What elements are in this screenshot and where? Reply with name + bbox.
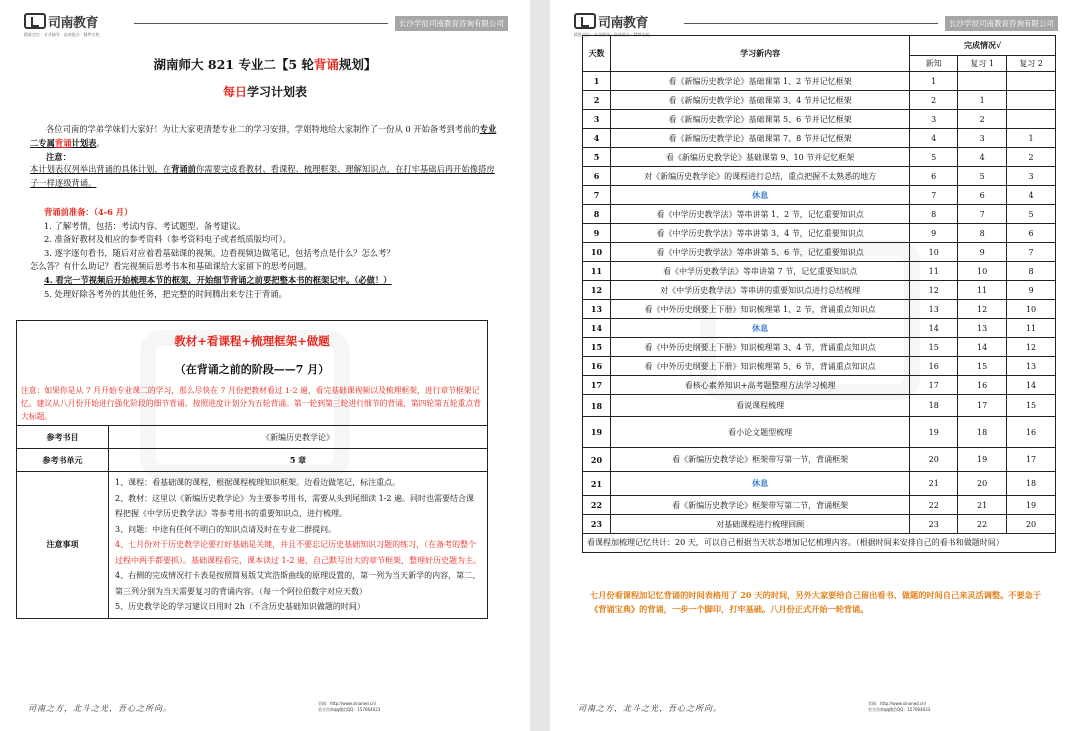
row-review2	[1007, 91, 1056, 110]
row-day: 23	[583, 515, 611, 534]
row-review1: 19	[958, 448, 1007, 472]
row-review1: 2	[958, 110, 1007, 129]
row-new: 3	[910, 110, 958, 129]
stage-subtitle: （在背诵之前的阶段——7 月）	[174, 363, 330, 376]
logo-tagline: 精准定位 · 专业辅导 · 高效提分 · 圆梦名校	[24, 32, 100, 37]
row-new: 14	[910, 319, 958, 338]
row-content: 看《新编历史教学论》基础课第 7、8 节并记忆框架	[610, 129, 909, 148]
row-day: 22	[583, 496, 611, 515]
row-day: 4	[583, 129, 611, 148]
notes-item: 5、历史教学论的学习建议日用时 2h（不含历史基础知识做题的时间）	[115, 602, 365, 611]
row-content: 休息	[610, 186, 909, 205]
col-day-header: 天数	[583, 36, 611, 72]
logo-icon	[24, 13, 46, 29]
row-review1: 5	[958, 167, 1007, 186]
row-day: 1	[583, 72, 611, 91]
note-emphasis: 背诵前	[171, 164, 196, 174]
row-new: 10	[910, 243, 958, 262]
brand-logo	[24, 12, 98, 30]
prep-heading: 背诵前准备：（4-6 月）	[44, 207, 133, 217]
row-content: 看说课程梳理	[610, 395, 909, 417]
schedule-summary: 看课程加梳理记忆共计：20 天，可以自己根据当天状态增加记忆梳理内容。（根据时间来安排自己的看书和做题时间）	[583, 534, 1056, 553]
right-page	[550, 0, 1080, 731]
schedule-row	[583, 338, 1056, 357]
row-new: 19	[910, 417, 958, 448]
row-review2: 4	[1007, 186, 1056, 205]
row-review1	[958, 72, 1007, 91]
row-review1: 14	[958, 338, 1007, 357]
row-new: 21	[910, 472, 958, 496]
row-review1: 10	[958, 262, 1007, 281]
note-text: 本计划表仅列举出背诵的具体计划，在	[30, 164, 172, 174]
logo-text: 司南教育	[598, 15, 649, 31]
footer-website: 官网：http://www.sinaned.cn/	[868, 701, 927, 706]
schedule-row	[583, 300, 1056, 319]
row-content: 看《新编历史教学论》基础课第 5、6 节并记忆框架	[610, 110, 909, 129]
schedule-row	[583, 148, 1056, 167]
schedule-row	[583, 243, 1056, 262]
notes-item: 4、右侧的完成情况打卡表是按照简易版艾宾浩斯曲线的原理设置的，第一列为当天新学的内容，第二、第三列分别为当天需要复习的背诵内容。（每一个阿拉伯数字对应天数）	[115, 571, 481, 596]
row-day: 6	[583, 167, 611, 186]
row-new: 7	[910, 186, 958, 205]
row-review1: 21	[958, 496, 1007, 515]
row-new: 23	[910, 515, 958, 534]
schedule-row	[583, 448, 1056, 472]
row-review2: 9	[1007, 281, 1056, 300]
row-review2: 5	[1007, 205, 1056, 224]
prep-item: 3. 逐字逐句看书，随后对应着看基础课的视频。边看视频边做笔记，包括考点是什么？怎么考？	[44, 247, 395, 258]
row-day: 3	[583, 110, 611, 129]
row-review1: 7	[958, 205, 1007, 224]
row-review1: 16	[958, 376, 1007, 395]
row-review2: 7	[1007, 243, 1056, 262]
row-day: 21	[583, 472, 611, 496]
title-text: 湖南师大 821 专业二【5 轮	[153, 57, 314, 72]
row-content: 看《新编历史教学论》基础课第 9、10 节并记忆框架	[610, 148, 909, 167]
schedule-row	[583, 357, 1056, 376]
row-content: 看核心素养知识+高考题整理方法学习梳理	[610, 376, 909, 395]
col-review1-header: 复习 1	[958, 56, 1007, 72]
footer-website: 官网：http://www.sinaned.cn/	[318, 701, 377, 706]
prep-item: 5. 处理好除各考外的其他任务，把完整的时间腾出来专注于背诵。	[44, 288, 287, 299]
row-review1: 12	[958, 300, 1007, 319]
company-badge: 长沙学辰司南教育咨询有限公司	[945, 16, 1058, 31]
col-new-header: 新知	[910, 56, 958, 72]
row-review2: 19	[1007, 496, 1056, 515]
logo-tagline: 精准定位 · 专业辅导 · 高效提分 · 圆梦名校	[574, 32, 650, 37]
row-review2	[1007, 72, 1056, 91]
row-review2	[1007, 110, 1056, 129]
ref-book-label: 参考书目	[17, 426, 109, 449]
notes-label: 注意事项	[17, 472, 109, 619]
schedule-row	[583, 167, 1056, 186]
schedule-row	[583, 129, 1056, 148]
footer-slogan: 司南之方，北斗之光，吾心之所向。	[578, 704, 722, 713]
row-content: 看《中外历史纲要上下册》知识梳理第 1、2 节，背诵重点知识点	[610, 300, 909, 319]
company-badge: 长沙学辰司南教育咨询有限公司	[395, 16, 508, 31]
row-content: 看《新编历史教学论》基础课第 3、4 节并记忆框架	[610, 91, 909, 110]
page-footer	[578, 701, 1058, 717]
row-new: 11	[910, 262, 958, 281]
schedule-row	[583, 376, 1056, 395]
row-review2: 14	[1007, 376, 1056, 395]
prep-item: 2. 准备好教材及相应的参考资料（参考资料电子或者纸质版均可）。	[44, 234, 292, 245]
header-divider	[134, 23, 388, 24]
footer-qq: 官方咨询qq微信QQ：157064023	[318, 707, 381, 712]
row-day: 16	[583, 357, 611, 376]
row-new: 1	[910, 72, 958, 91]
row-review1: 22	[958, 515, 1007, 534]
row-review2: 8	[1007, 262, 1056, 281]
row-review2: 18	[1007, 472, 1056, 496]
schedule-row	[583, 262, 1056, 281]
header-divider	[684, 23, 938, 24]
row-review2: 15	[1007, 395, 1056, 417]
brand-logo	[574, 12, 648, 30]
row-review1: 11	[958, 281, 1007, 300]
row-content: 对《新编历史教学论》的课程进行总结，重点把握不太熟悉的地方	[610, 167, 909, 186]
schedule-row	[583, 186, 1056, 205]
row-new: 15	[910, 338, 958, 357]
row-review1: 6	[958, 186, 1007, 205]
intro-period: 。	[96, 137, 105, 148]
row-day: 15	[583, 338, 611, 357]
schedule-row	[583, 472, 1056, 496]
row-content: 看《新编历史教学论》框架带写第一节，背诵框架	[610, 448, 909, 472]
row-new: 22	[910, 496, 958, 515]
row-review2: 16	[1007, 417, 1056, 448]
row-new: 13	[910, 300, 958, 319]
intro-emphasis-end: 计划表	[71, 137, 97, 148]
row-content: 看小论文题型梳理	[610, 417, 909, 448]
schedule-row	[583, 281, 1056, 300]
row-new: 2	[910, 91, 958, 110]
stage-title: 教材+看课程+梳理框架+做题	[174, 334, 330, 348]
logo-text: 司南教育	[48, 15, 99, 31]
row-content: 看《中学历史教学法》等串讲第 1、2 节，记忆重要知识点	[610, 205, 909, 224]
row-day: 19	[583, 417, 611, 448]
row-content: 休息	[610, 319, 909, 338]
row-day: 10	[583, 243, 611, 262]
note-paragraph	[30, 163, 502, 190]
row-new: 20	[910, 448, 958, 472]
title-text-end: 规划】	[338, 57, 377, 72]
row-day: 17	[583, 376, 611, 395]
note-text-end: 你需要完成看教材、看课程、梳理框架、理解知识点，在打牢基础后再开始像搭房子一样逐级背诵。	[30, 164, 495, 188]
col-review2-header: 复习 2	[1007, 56, 1056, 72]
intro-text: 各位司南的学弟学妹们大家好！为让大家更清楚专业二的学习安排，学姐特地给大家制作了一份从 0 开始备考到考前的	[46, 124, 480, 134]
footer-qq: 官方咨询qq微信QQ：157064023	[868, 707, 931, 712]
intro-emphasis: 专业二专属	[30, 124, 497, 148]
ref-unit-value: 5 章	[109, 449, 488, 472]
prep-item: 4. 看完一节视频后开始梳理本节的框架，开始细节背诵之前要把整本书的框架记牢。（必做！）	[44, 274, 392, 285]
row-new: 12	[910, 281, 958, 300]
row-review1: 4	[958, 148, 1007, 167]
footer-contact	[318, 701, 380, 713]
logo-icon	[574, 13, 596, 29]
row-day: 12	[583, 281, 611, 300]
schedule-row	[583, 417, 1056, 448]
schedule-row	[583, 319, 1056, 338]
schedule-row	[583, 91, 1056, 110]
notes-item: 1、课程：看基础课的课程，根据课程梳理知识框架。边看边做笔记，标注重点。	[115, 478, 401, 487]
row-new: 16	[910, 357, 958, 376]
row-day: 7	[583, 186, 611, 205]
row-review1: 3	[958, 129, 1007, 148]
prep-section	[30, 206, 502, 301]
row-new: 8	[910, 205, 958, 224]
row-review2: 17	[1007, 448, 1056, 472]
schedule-table	[582, 35, 1056, 553]
prep-item-continued: 怎么答？有什么助记？看完视频后思考书本和基础课给大家留下的思考问题。	[30, 261, 313, 272]
closing-note: 七月份看课程加记忆背诵的时间表格用了 20 天的时间，另外大家要给自己留出看书、做题的时间自己来灵活调整。不要急于《背诵宝典》的背诵，一步一个脚印，打牢基础。八月份正式开始一轮背诵。	[590, 590, 1042, 614]
row-new: 6	[910, 167, 958, 186]
schedule-row	[583, 395, 1056, 417]
row-review2: 10	[1007, 300, 1056, 319]
stage-plan-table	[16, 320, 488, 619]
row-new: 4	[910, 129, 958, 148]
row-content: 看《中学历史教学法》等串讲第 3、4 节，记忆重要知识点	[610, 224, 909, 243]
prep-item: 1. 了解考情，包括：考试内容、考试题型、备考建议。	[44, 220, 246, 231]
row-day: 13	[583, 300, 611, 319]
schedule-row	[583, 224, 1056, 243]
row-review2: 1	[1007, 129, 1056, 148]
page-subtitle	[0, 83, 530, 100]
row-day: 14	[583, 319, 611, 338]
notes-cell	[109, 472, 488, 619]
row-review1: 9	[958, 243, 1007, 262]
page-header	[574, 12, 1058, 37]
schedule-row	[583, 205, 1056, 224]
col-status-header: 完成情况√	[910, 36, 1056, 56]
row-content: 看《中外历史纲要上下册》知识梳理第 5、6 节，背诵重点知识点	[610, 357, 909, 376]
row-review2: 11	[1007, 319, 1056, 338]
footer-contact	[868, 701, 930, 713]
row-day: 8	[583, 205, 611, 224]
row-review2: 13	[1007, 357, 1056, 376]
schedule-row	[583, 515, 1056, 534]
row-new: 18	[910, 395, 958, 417]
row-day: 2	[583, 91, 611, 110]
notes-item: 3、问题：中途有任何不明白的知识点请及时在专业二群提问。	[115, 524, 337, 534]
row-day: 9	[583, 224, 611, 243]
row-day: 20	[583, 448, 611, 472]
footer-slogan: 司南之方，北斗之光，吾心之所向。	[28, 704, 172, 713]
col-content-header: 学习新内容	[610, 36, 909, 72]
intro-highlight: 背诵	[54, 137, 72, 148]
row-review2: 12	[1007, 338, 1056, 357]
intro-paragraph	[30, 123, 502, 150]
row-day: 5	[583, 148, 611, 167]
schedule-row	[583, 496, 1056, 515]
row-review1: 15	[958, 357, 1007, 376]
row-review1: 20	[958, 472, 1007, 496]
row-day: 11	[583, 262, 611, 281]
row-review2: 20	[1007, 515, 1056, 534]
ref-unit-label: 参考书单元	[17, 449, 109, 472]
page-header	[24, 12, 508, 37]
row-review1: 13	[958, 319, 1007, 338]
note-label: 注意：	[46, 152, 71, 162]
stage-note: 注意：如果你是从 7 月开始专业课二的学习，那么尽快在 7 月份把教材看过 1-2 遍，看完基础课视频以及梳理框架，进行章节框架记忆。建议从八月份开始进行强化阶段的细节背诵。按照进度计划分为五轮背诵。第一轮到第三轮进行细节的背诵，第四轮第五轮重点背大标题。	[21, 386, 482, 421]
row-content: 看《中外历史纲要上下册》知识梳理第 3、4 节，背诵重点知识点	[610, 338, 909, 357]
row-content: 对《中学历史教学法》等串讲的重要知识点进行总结梳理	[610, 281, 909, 300]
row-content: 看《新编历史教学论》基础课第 1、2 节并记忆框架	[610, 72, 909, 91]
schedule-body	[583, 72, 1056, 534]
subtitle-text: 学习计划表	[247, 85, 308, 99]
row-review2: 6	[1007, 224, 1056, 243]
row-review1: 1	[958, 91, 1007, 110]
left-page	[0, 0, 530, 731]
row-review2: 2	[1007, 148, 1056, 167]
row-new: 9	[910, 224, 958, 243]
row-new: 17	[910, 376, 958, 395]
row-review2: 3	[1007, 167, 1056, 186]
row-review1: 17	[958, 395, 1007, 417]
subtitle-highlight: 每日	[222, 85, 247, 99]
row-review1: 8	[958, 224, 1007, 243]
row-content: 看《中学历史教学法》等串讲第 5、6 节，记忆重要知识点	[610, 243, 909, 262]
stage-header-cell	[17, 321, 488, 426]
row-content: 看《中学历史教学法》等串讲第 7 节，记忆重要知识点	[610, 262, 909, 281]
notes-item: 2、教材：这里以《新编历史教学论》为主要参考用书，需要从头到尾细读 1-2 遍。同时也需要结合课程把握《中学历史教学法》等参考用书的重要知识点，进行梳理。	[115, 493, 475, 518]
row-new: 5	[910, 148, 958, 167]
title-highlight: 背诵	[313, 57, 339, 72]
row-day: 18	[583, 395, 611, 417]
row-review1: 18	[958, 417, 1007, 448]
notes-item-highlight: 4、七月份对于历史教学论要打好基础是关键，并且不要忘记历史基础知识习题的练习，（在备考的整个过程中两手都要抓）。基础课程看完，课本读过 1-2 遍，自己默写出大的章节框架，整理好历史题为主。	[115, 540, 481, 565]
row-content: 对基础课程进行梳理回顾	[610, 515, 909, 534]
row-content: 看《新编历史教学论》框架带写第二节，背诵框架	[610, 496, 909, 515]
ref-book-value: 《新编历史教学论》	[109, 426, 488, 449]
schedule-row	[583, 110, 1056, 129]
page-title	[0, 55, 530, 73]
page-footer	[28, 701, 508, 717]
row-content: 休息	[610, 472, 909, 496]
schedule-row	[583, 72, 1056, 91]
